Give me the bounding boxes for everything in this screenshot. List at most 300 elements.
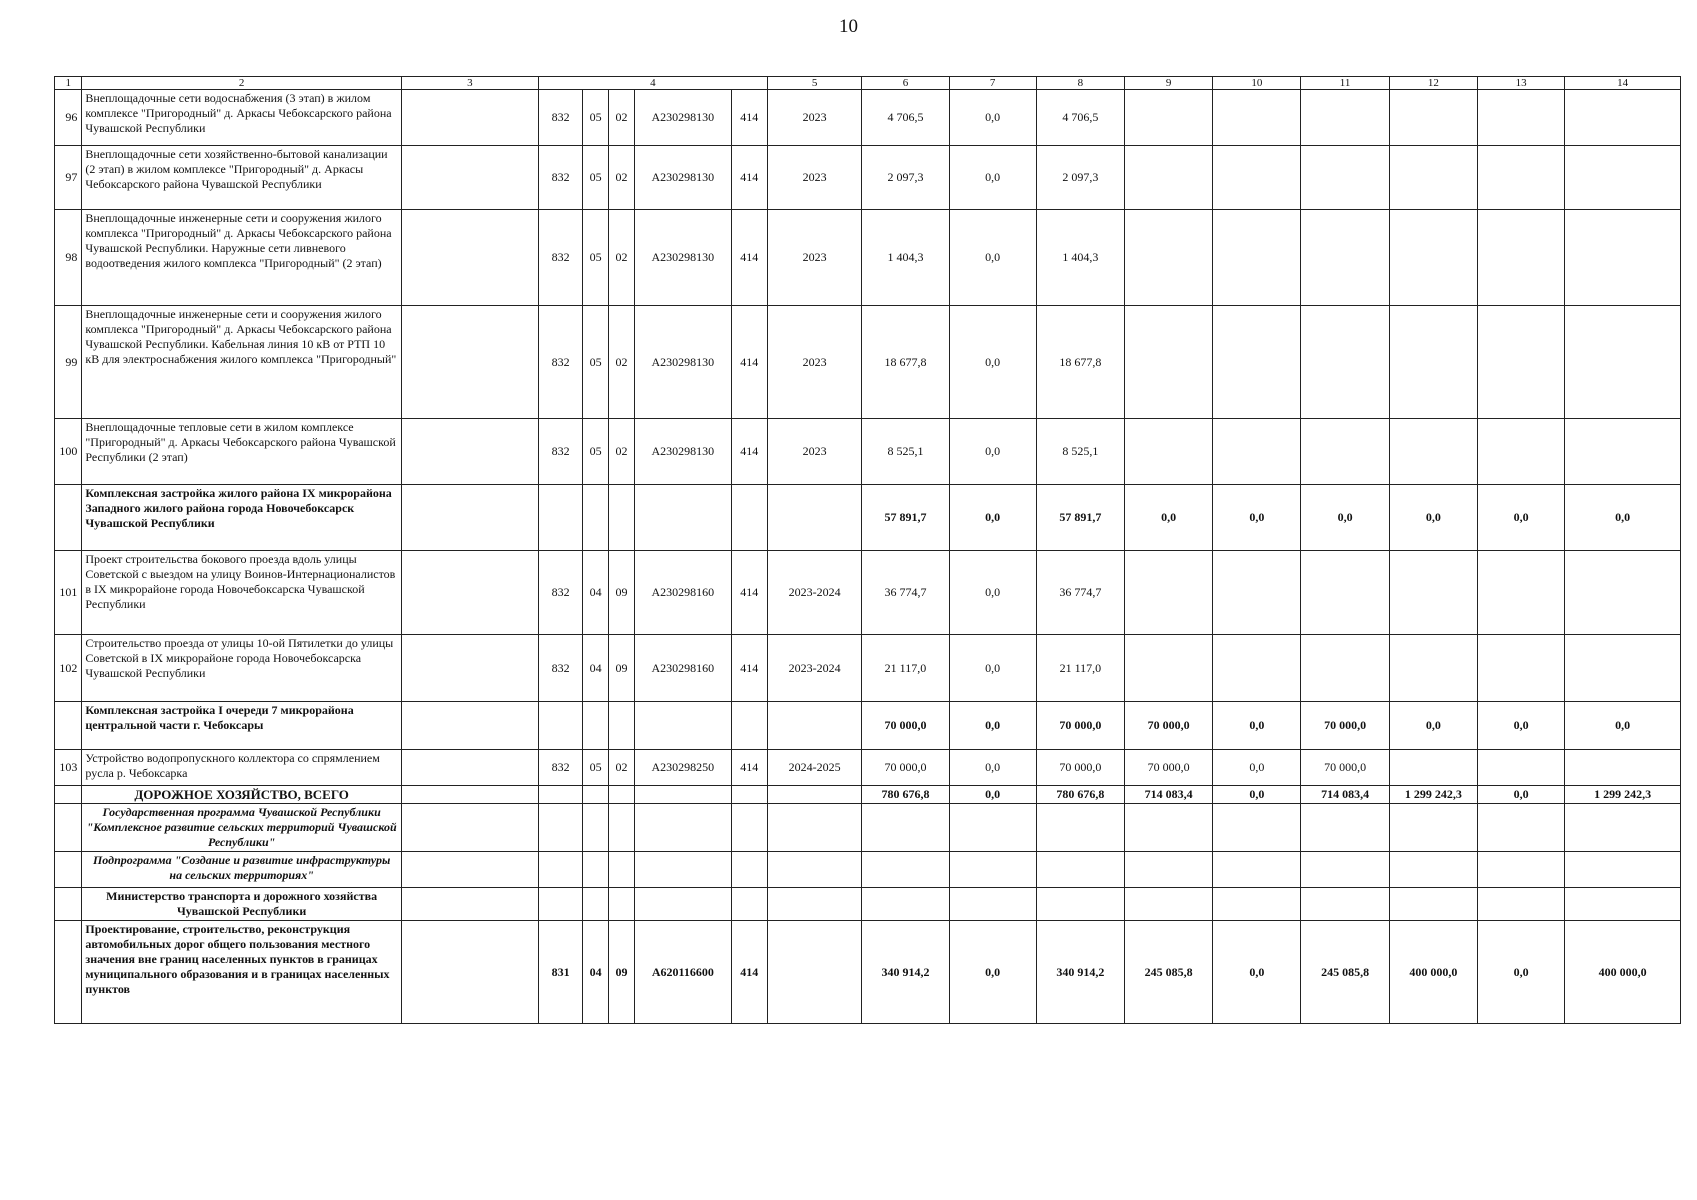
col-7-value: 0,0 (949, 306, 1036, 419)
grbs-code (538, 804, 583, 852)
col-11-value (1301, 852, 1389, 888)
col-9-value (1125, 852, 1213, 888)
expense-type-code: 414 (731, 635, 768, 702)
target-article-code: А230298160 (635, 635, 731, 702)
period (768, 702, 862, 750)
col-10-value (1213, 210, 1301, 306)
table-row (55, 852, 1681, 888)
col-13-value (1477, 635, 1564, 702)
target-article-code (635, 804, 731, 852)
col-12-value (1389, 852, 1477, 888)
subsection-code: 02 (608, 306, 634, 419)
expense-type-code: 414 (731, 90, 768, 146)
col-11-value (1301, 551, 1389, 635)
col-7-value: 0,0 (949, 90, 1036, 146)
row-number: 100 (55, 419, 82, 485)
row-number (55, 852, 82, 888)
target-article-code (635, 786, 731, 804)
period (768, 786, 862, 804)
col-14-value (1565, 852, 1681, 888)
table-row (55, 485, 1681, 551)
period (768, 804, 862, 852)
header-cell: 3 (401, 77, 538, 90)
table-row (55, 635, 1681, 702)
col-7-value: 0,0 (949, 635, 1036, 702)
col-10-value (1213, 551, 1301, 635)
column-3 (401, 90, 538, 146)
header-cell: 6 (862, 77, 949, 90)
expense-type-code (731, 702, 768, 750)
item-name: Внеплощадочные инженерные сети и сооружения жилого комплекса "Пригородный" д. Аркасы Чебоксарского района Чувашской Республики. Наружные сети ливневого водоотведения жилого комплекса "Пригородный" (2 этап) (82, 210, 402, 306)
col-9-value (1125, 90, 1213, 146)
col-11-value: 245 085,8 (1301, 921, 1389, 1024)
col-11-value (1301, 635, 1389, 702)
col-7-value: 0,0 (949, 551, 1036, 635)
grbs-code: 832 (538, 210, 583, 306)
col-11-value (1301, 888, 1389, 921)
col-14-value (1565, 306, 1681, 419)
target-article-code: А230298130 (635, 90, 731, 146)
col-13-value (1477, 551, 1564, 635)
col-7-value: 0,0 (949, 786, 1036, 804)
col-8-value: 1 404,3 (1036, 210, 1124, 306)
col-10-value (1213, 306, 1301, 419)
col-13-value (1477, 419, 1564, 485)
period: 2023-2024 (768, 551, 862, 635)
section-code (583, 804, 608, 852)
budget-table (54, 76, 1681, 1024)
col-11-value (1301, 804, 1389, 852)
period (768, 852, 862, 888)
column-3 (401, 210, 538, 306)
target-article-code (635, 485, 731, 551)
col-14-value (1565, 804, 1681, 852)
col-12-value (1389, 635, 1477, 702)
item-name: Комплексная застройка жилого района IX микрорайона Западного жилого района города Новочебоксарск Чувашской Республики (82, 485, 402, 551)
table-row (55, 419, 1681, 485)
col-12-value (1389, 804, 1477, 852)
col-10-value: 0,0 (1213, 750, 1301, 786)
grbs-code: 832 (538, 306, 583, 419)
col-13-value: 0,0 (1477, 786, 1564, 804)
header-cell: 13 (1477, 77, 1564, 90)
col-9-value (1125, 419, 1213, 485)
item-name: Государственная программа Чувашской Республики "Комплексное развитие сельских территорий Чувашской Республики" (82, 804, 402, 852)
col-7-value: 0,0 (949, 419, 1036, 485)
total-value (862, 888, 949, 921)
col-8-value: 18 677,8 (1036, 306, 1124, 419)
item-name: Устройство водопропускного коллектора со спрямлением русла р. Чебоксарка (82, 750, 402, 786)
col-14-value (1565, 419, 1681, 485)
column-3 (401, 921, 538, 1024)
subsection-code (608, 852, 634, 888)
item-name: Проектирование, строительство, реконструкция автомобильных дорог общего пользования местного значения вне границ населенных пунктов в границах муниципального образования и в границах населенных пунктов (82, 921, 402, 1024)
row-number: 101 (55, 551, 82, 635)
col-9-value (1125, 804, 1213, 852)
col-10-value (1213, 635, 1301, 702)
row-number: 103 (55, 750, 82, 786)
total-value: 2 097,3 (862, 146, 949, 210)
column-3 (401, 702, 538, 750)
col-13-value (1477, 804, 1564, 852)
grbs-code: 832 (538, 551, 583, 635)
col-9-value: 714 083,4 (1125, 786, 1213, 804)
header-cell: 11 (1301, 77, 1389, 90)
subsection-code: 02 (608, 210, 634, 306)
target-article-code: А230298160 (635, 551, 731, 635)
total-value: 36 774,7 (862, 551, 949, 635)
item-name: ДОРОЖНОЕ ХОЗЯЙСТВО, ВСЕГО (82, 786, 402, 804)
subsection-code (608, 804, 634, 852)
col-8-value: 4 706,5 (1036, 90, 1124, 146)
grbs-code (538, 485, 583, 551)
section-code (583, 485, 608, 551)
target-article-code (635, 888, 731, 921)
section-code: 05 (583, 306, 608, 419)
col-8-value (1036, 888, 1124, 921)
section-code: 05 (583, 146, 608, 210)
col-14-value (1565, 551, 1681, 635)
col-8-value: 2 097,3 (1036, 146, 1124, 210)
grbs-code: 832 (538, 750, 583, 786)
col-8-value: 36 774,7 (1036, 551, 1124, 635)
column-3 (401, 306, 538, 419)
col-9-value: 70 000,0 (1125, 750, 1213, 786)
table-row (55, 804, 1681, 852)
subsection-code: 02 (608, 90, 634, 146)
section-code (583, 852, 608, 888)
col-12-value (1389, 210, 1477, 306)
col-12-value (1389, 750, 1477, 786)
total-value: 4 706,5 (862, 90, 949, 146)
period: 2023 (768, 306, 862, 419)
col-10-value (1213, 852, 1301, 888)
expense-type-code: 414 (731, 419, 768, 485)
grbs-code (538, 702, 583, 750)
grbs-code (538, 888, 583, 921)
item-name: Строительство проезда от улицы 10-ой Пятилетки до улицы Советской в IX микрорайоне города Новочебоксарска Чувашской Республики (82, 635, 402, 702)
col-10-value: 0,0 (1213, 786, 1301, 804)
section-code: 04 (583, 635, 608, 702)
item-name: Внеплощадочные инженерные сети и сооружения жилого комплекса "Пригородный" д. Аркасы Чебоксарского района Чувашской Республики. Кабельная линия 10 кВ от РТП 10 кВ для электроснабжения жилого комплекса "Пригородный" (82, 306, 402, 419)
target-article-code: А230298130 (635, 146, 731, 210)
column-3 (401, 888, 538, 921)
col-11-value: 0,0 (1301, 485, 1389, 551)
col-14-value (1565, 888, 1681, 921)
item-name: Внеплощадочные тепловые сети в жилом комплексе "Пригородный" д. Аркасы Чебоксарского района Чувашской Республики (2 этап) (82, 419, 402, 485)
col-7-value (949, 804, 1036, 852)
col-9-value: 245 085,8 (1125, 921, 1213, 1024)
col-11-value: 70 000,0 (1301, 750, 1389, 786)
row-number (55, 786, 82, 804)
col-11-value: 70 000,0 (1301, 702, 1389, 750)
total-value: 780 676,8 (862, 786, 949, 804)
table-row (55, 750, 1681, 786)
section-code: 05 (583, 210, 608, 306)
table-row (55, 210, 1681, 306)
section-code (583, 702, 608, 750)
total-value (862, 804, 949, 852)
subsection-code: 02 (608, 750, 634, 786)
target-article-code (635, 852, 731, 888)
column-3 (401, 419, 538, 485)
table-row (55, 146, 1681, 210)
col-13-value (1477, 306, 1564, 419)
period: 2023 (768, 419, 862, 485)
grbs-code: 831 (538, 921, 583, 1024)
target-article-code: А230298130 (635, 419, 731, 485)
total-value: 340 914,2 (862, 921, 949, 1024)
col-12-value (1389, 90, 1477, 146)
column-3 (401, 551, 538, 635)
row-number: 97 (55, 146, 82, 210)
row-number (55, 804, 82, 852)
col-12-value: 1 299 242,3 (1389, 786, 1477, 804)
subsection-code (608, 888, 634, 921)
col-10-value (1213, 804, 1301, 852)
col-14-value (1565, 146, 1681, 210)
col-13-value (1477, 90, 1564, 146)
col-12-value (1389, 551, 1477, 635)
total-value: 21 117,0 (862, 635, 949, 702)
col-11-value (1301, 146, 1389, 210)
section-code: 05 (583, 90, 608, 146)
col-14-value: 0,0 (1565, 485, 1681, 551)
header-cell: 12 (1389, 77, 1477, 90)
col-8-value: 70 000,0 (1036, 750, 1124, 786)
col-7-value: 0,0 (949, 210, 1036, 306)
header-cell: 1 (55, 77, 82, 90)
row-number: 102 (55, 635, 82, 702)
col-12-value (1389, 306, 1477, 419)
expense-type-code: 414 (731, 306, 768, 419)
row-number (55, 921, 82, 1024)
column-number-row (55, 77, 1681, 90)
col-11-value (1301, 419, 1389, 485)
header-cell: 10 (1213, 77, 1301, 90)
expense-type-code (731, 888, 768, 921)
page-number: 10 (839, 16, 858, 37)
col-9-value (1125, 888, 1213, 921)
period: 2023-2024 (768, 635, 862, 702)
column-3 (401, 804, 538, 852)
col-11-value: 714 083,4 (1301, 786, 1389, 804)
col-10-value (1213, 90, 1301, 146)
total-value: 57 891,7 (862, 485, 949, 551)
column-3 (401, 786, 538, 804)
col-9-value (1125, 635, 1213, 702)
grbs-code: 832 (538, 146, 583, 210)
row-number: 99 (55, 306, 82, 419)
section-code: 05 (583, 419, 608, 485)
col-7-value (949, 888, 1036, 921)
target-article-code: А230298130 (635, 306, 731, 419)
header-cell: 7 (949, 77, 1036, 90)
col-9-value: 70 000,0 (1125, 702, 1213, 750)
expense-type-code (731, 786, 768, 804)
expense-type-code: 414 (731, 921, 768, 1024)
grbs-code (538, 786, 583, 804)
col-13-value: 0,0 (1477, 702, 1564, 750)
col-13-value (1477, 852, 1564, 888)
col-8-value (1036, 852, 1124, 888)
col-9-value (1125, 210, 1213, 306)
total-value: 1 404,3 (862, 210, 949, 306)
col-12-value: 0,0 (1389, 485, 1477, 551)
col-9-value (1125, 146, 1213, 210)
subsection-code (608, 786, 634, 804)
col-14-value: 400 000,0 (1565, 921, 1681, 1024)
col-12-value: 0,0 (1389, 702, 1477, 750)
col-10-value: 0,0 (1213, 702, 1301, 750)
subsection-code (608, 485, 634, 551)
col-9-value: 0,0 (1125, 485, 1213, 551)
table-row (55, 306, 1681, 419)
col-8-value: 780 676,8 (1036, 786, 1124, 804)
subsection-code (608, 702, 634, 750)
period: 2023 (768, 90, 862, 146)
item-name: Внеплощадочные сети хозяйственно-бытовой канализации (2 этап) в жилом комплексе "Пригородный" д. Аркасы Чебоксарского района Чувашской Республики (82, 146, 402, 210)
col-7-value: 0,0 (949, 146, 1036, 210)
grbs-code (538, 852, 583, 888)
col-10-value: 0,0 (1213, 485, 1301, 551)
column-3 (401, 146, 538, 210)
col-14-value: 1 299 242,3 (1565, 786, 1681, 804)
col-7-value (949, 852, 1036, 888)
header-cell: 2 (82, 77, 402, 90)
column-3 (401, 852, 538, 888)
period (768, 888, 862, 921)
col-13-value (1477, 888, 1564, 921)
period: 2023 (768, 210, 862, 306)
grbs-code: 832 (538, 90, 583, 146)
col-10-value (1213, 888, 1301, 921)
total-value: 70 000,0 (862, 702, 949, 750)
total-value: 18 677,8 (862, 306, 949, 419)
col-10-value (1213, 419, 1301, 485)
col-8-value: 70 000,0 (1036, 702, 1124, 750)
table-row (55, 702, 1681, 750)
grbs-code: 832 (538, 419, 583, 485)
col-13-value: 0,0 (1477, 485, 1564, 551)
section-code (583, 888, 608, 921)
col-11-value (1301, 90, 1389, 146)
table-row (55, 921, 1681, 1024)
item-name: Подпрограмма "Создание и развитие инфраструктуры на сельских территориях" (82, 852, 402, 888)
col-13-value (1477, 146, 1564, 210)
row-number (55, 485, 82, 551)
row-number: 96 (55, 90, 82, 146)
col-12-value (1389, 888, 1477, 921)
col-14-value (1565, 90, 1681, 146)
col-8-value: 21 117,0 (1036, 635, 1124, 702)
header-cell: 5 (768, 77, 862, 90)
column-3 (401, 750, 538, 786)
subsection-code: 02 (608, 146, 634, 210)
row-number (55, 702, 82, 750)
table-row (55, 551, 1681, 635)
col-12-value (1389, 146, 1477, 210)
expense-type-code: 414 (731, 551, 768, 635)
col-7-value: 0,0 (949, 921, 1036, 1024)
col-14-value (1565, 750, 1681, 786)
section-code: 04 (583, 551, 608, 635)
col-7-value: 0,0 (949, 485, 1036, 551)
col-12-value: 400 000,0 (1389, 921, 1477, 1024)
col-9-value (1125, 306, 1213, 419)
subsection-code: 09 (608, 635, 634, 702)
col-8-value: 8 525,1 (1036, 419, 1124, 485)
section-code: 05 (583, 750, 608, 786)
column-3 (401, 635, 538, 702)
subsection-code: 09 (608, 921, 634, 1024)
expense-type-code: 414 (731, 146, 768, 210)
table-row (55, 786, 1681, 804)
col-8-value: 57 891,7 (1036, 485, 1124, 551)
col-13-value (1477, 750, 1564, 786)
grbs-code: 832 (538, 635, 583, 702)
col-9-value (1125, 551, 1213, 635)
col-8-value: 340 914,2 (1036, 921, 1124, 1024)
column-3 (401, 485, 538, 551)
col-14-value (1565, 635, 1681, 702)
col-10-value: 0,0 (1213, 921, 1301, 1024)
col-12-value (1389, 419, 1477, 485)
row-number (55, 888, 82, 921)
subsection-code: 02 (608, 419, 634, 485)
header-cell: 4 (538, 77, 767, 90)
table-row (55, 888, 1681, 921)
col-11-value (1301, 210, 1389, 306)
period (768, 921, 862, 1024)
col-13-value (1477, 210, 1564, 306)
col-13-value: 0,0 (1477, 921, 1564, 1024)
expense-type-code: 414 (731, 210, 768, 306)
item-name: Министерство транспорта и дорожного хозяйства Чувашской Республики (82, 888, 402, 921)
item-name: Комплексная застройка I очереди 7 микрорайона центральной части г. Чебоксары (82, 702, 402, 750)
expense-type-code (731, 804, 768, 852)
total-value: 70 000,0 (862, 750, 949, 786)
target-article-code: А230298130 (635, 210, 731, 306)
total-value: 8 525,1 (862, 419, 949, 485)
col-7-value: 0,0 (949, 702, 1036, 750)
col-8-value (1036, 804, 1124, 852)
col-14-value (1565, 210, 1681, 306)
expense-type-code (731, 852, 768, 888)
subsection-code: 09 (608, 551, 634, 635)
table-row (55, 90, 1681, 146)
section-code (583, 786, 608, 804)
period: 2023 (768, 146, 862, 210)
expense-type-code (731, 485, 768, 551)
col-14-value: 0,0 (1565, 702, 1681, 750)
col-10-value (1213, 146, 1301, 210)
header-cell: 9 (1125, 77, 1213, 90)
period (768, 485, 862, 551)
col-11-value (1301, 306, 1389, 419)
target-article-code: А230298250 (635, 750, 731, 786)
header-cell: 8 (1036, 77, 1124, 90)
total-value (862, 852, 949, 888)
item-name: Проект строительства бокового проезда вдоль улицы Советской с выездом на улицу Воинов-Интернационалистов в IX микрорайоне города Новочебоксарска Чувашской Республики (82, 551, 402, 635)
row-number: 98 (55, 210, 82, 306)
target-article-code: А620116600 (635, 921, 731, 1024)
period: 2024-2025 (768, 750, 862, 786)
expense-type-code: 414 (731, 750, 768, 786)
item-name: Внеплощадочные сети водоснабжения (3 этап) в жилом комплексе "Пригородный" д. Аркасы Чебоксарского района Чувашской Республики (82, 90, 402, 146)
col-7-value: 0,0 (949, 750, 1036, 786)
target-article-code (635, 702, 731, 750)
